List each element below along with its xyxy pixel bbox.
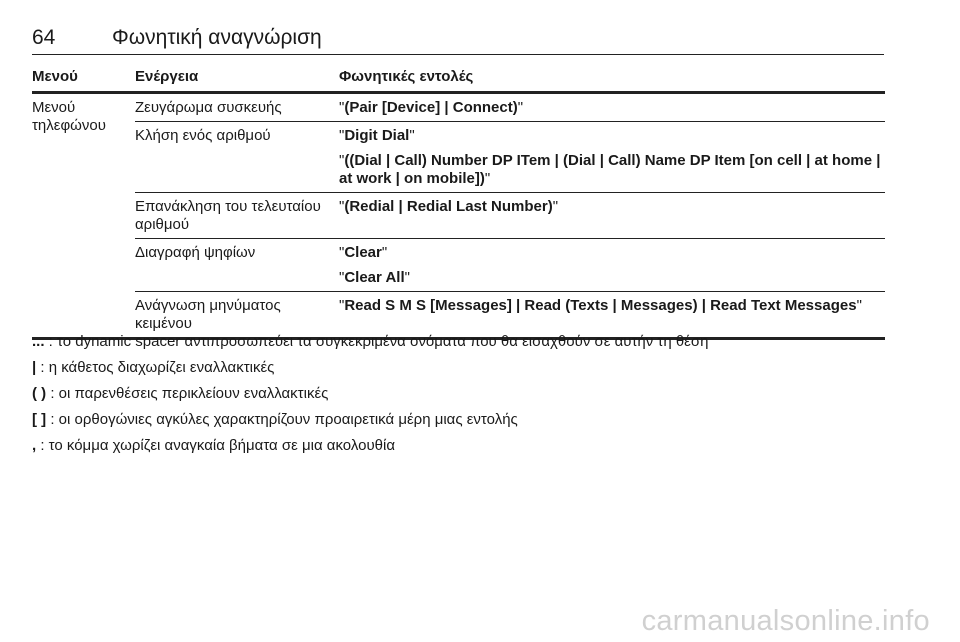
table-row (32, 239, 885, 292)
table-row (32, 292, 885, 339)
voice-command: "Read S M S [Messages] | Read (Texts | Messages) | Read Text Messages" (339, 297, 862, 314)
legend-text: : οι ορθογώνιες αγκύλες χαρακτηρίζουν προαιρετικά μέρη μιας εντολής (46, 411, 518, 428)
legend-item (32, 437, 892, 455)
function-cell: Διαγραφή ψηφίων (135, 239, 339, 292)
menu-cell: Μενού τηλεφώνου (32, 93, 135, 339)
page-number: 64 (32, 26, 56, 49)
syntax-legend (32, 333, 892, 463)
voice-command: "(Pair [Device] | Connect)" (339, 99, 524, 116)
voice-command: "Clear" (339, 244, 388, 261)
legend-symbol: [ ] (32, 411, 47, 428)
legend-text: : οι παρενθέσεις περικλείουν εναλλακτικές (46, 385, 329, 402)
commands-cell (339, 122, 885, 193)
commands-cell (339, 193, 885, 239)
legend-item (32, 411, 892, 429)
voice-commands-table (32, 68, 885, 340)
voice-command: "((Dial | Call) Number DP ITem | (Dial | Call) Name DP Item [on cell | at home | at work | on mobile])" (339, 152, 881, 187)
function-cell: Κλήση ενός αριθμού (135, 122, 339, 193)
commands-cell (339, 292, 885, 339)
voice-command: "(Redial | Redial Last Number)" (339, 198, 559, 215)
page-header (32, 26, 884, 55)
legend-symbol: , (32, 437, 37, 454)
function-cell: Ανάγνωση μηνύματος κειμένου (135, 292, 339, 339)
page-title: Φωνητική αναγνώριση (112, 26, 322, 49)
function-cell: Ζευγάρωμα συσκευής (135, 93, 339, 122)
table-row (32, 193, 885, 239)
column-header-menu: Μενού (32, 68, 135, 93)
column-header-commands: Φωνητικές εντολές (339, 68, 885, 93)
commands-cell (339, 93, 885, 122)
legend-text: : το dynamic spacer αντιπροσωπεύει τα συγκεκριμένα ονόματα που θα εισαχθούν σε αυτήν τη θέση (44, 333, 709, 350)
legend-item (32, 359, 892, 377)
voice-command: "Clear All" (339, 269, 410, 286)
legend-symbol: ( ) (32, 385, 47, 402)
legend-item (32, 385, 892, 403)
function-cell: Επανάκληση του τελευταίου αριθμού (135, 193, 339, 239)
table-header-row (32, 68, 885, 93)
legend-item (32, 333, 892, 351)
legend-symbol: ... (32, 333, 45, 350)
table-row (32, 122, 885, 193)
column-header-function: Ενέργεια (135, 68, 339, 93)
legend-text: : η κάθετος διαχωρίζει εναλλακτικές (36, 359, 275, 376)
table-row (32, 93, 885, 122)
commands-cell (339, 239, 885, 292)
legend-text: : το κόμμα χωρίζει αναγκαία βήματα σε μια ακολουθία (36, 437, 396, 454)
voice-command: "Digit Dial" (339, 127, 415, 144)
legend-symbol: | (32, 359, 37, 376)
watermark: carmanualsonline.info (641, 605, 930, 637)
